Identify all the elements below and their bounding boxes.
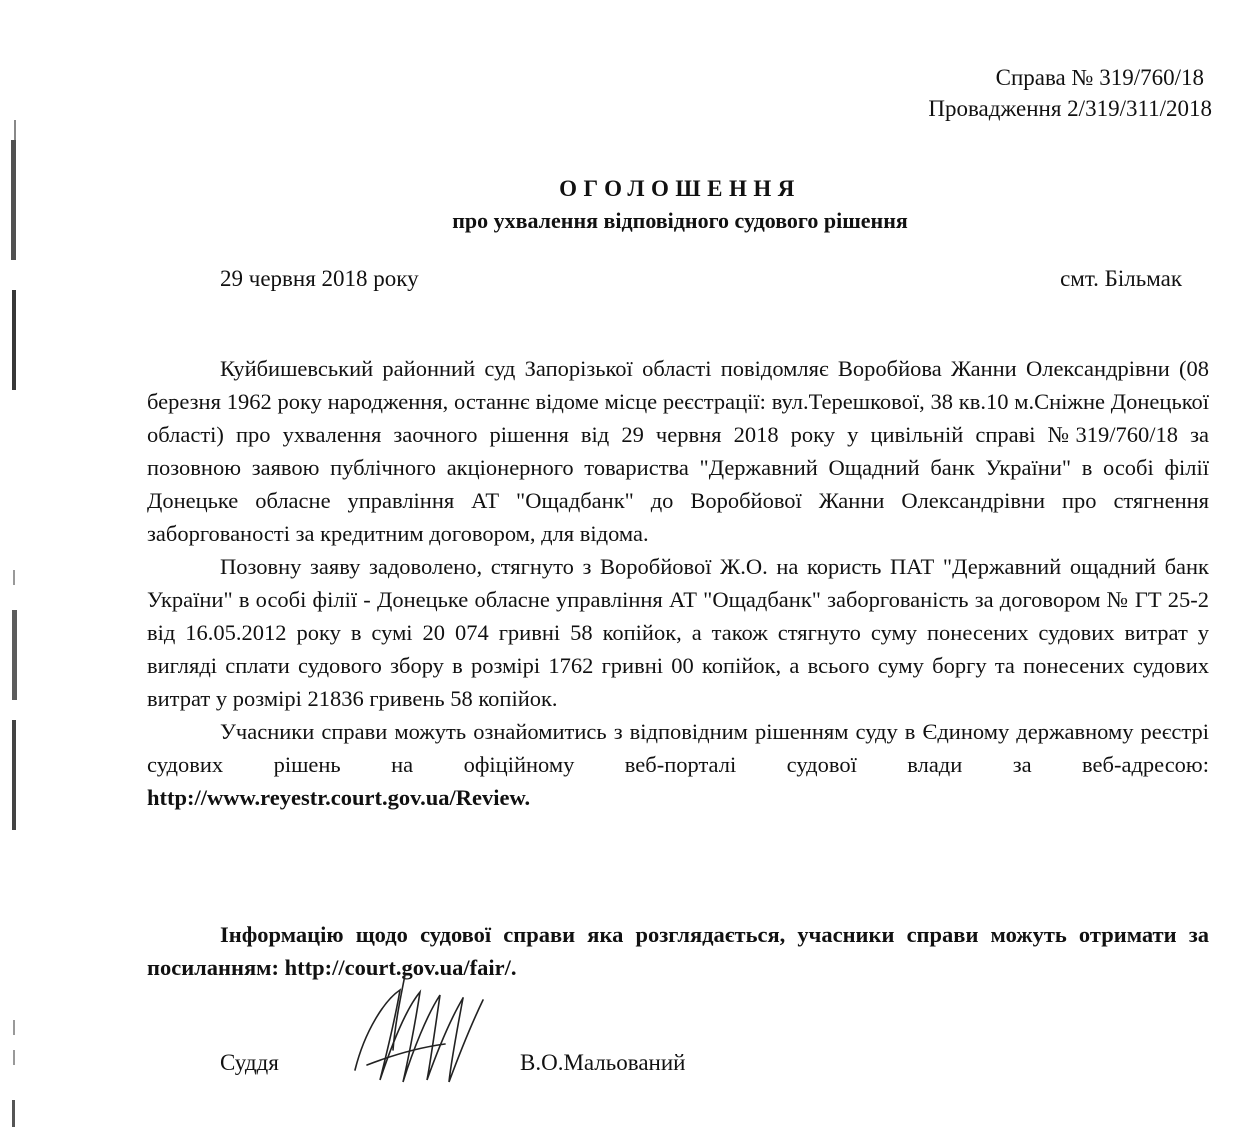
info-url-link[interactable]: http://court.gov.ua/fair/. [284,955,517,980]
document-subtitle: про ухвалення відповідного судового рішення [452,208,908,233]
paragraph-notice: Куйбишевський районний суд Запорізької області повідомляє Воробйова Жанни Олександрівни (08 березня 1962 року народження, останнє відоме місце реєстрації: вул.Терешкової, 38 кв.10 м.Сніжне Донецької області) про ухвалення заочного рішення від 29 червня 2018 року у цивільній справі №319/760/18 за позовною заявою публічного акціонерного товариства "Державний Ощадний банк України" в особі філії Донецьке обласне управління АТ "Ощадбанк" до Воробйової Жанни Олександрівни про стягнення заборгованості за кредитним договором, для відома. [147,356,1209,546]
document-date: 29 червня 2018 року [220,266,419,291]
paragraph-registry-text: Учасники справи можуть ознайомитись з відповідним рішенням суду в Єдиному державному реєстрі судових рішень на офіційному веб-порталі судової влади за веб-адресою: [147,719,1209,777]
document-title: ОГОЛОШЕННЯ [559,176,801,201]
case-reference [928,62,1212,124]
case-number: Справа № 319/760/18 [995,65,1204,90]
info-text: Інформацію щодо судової справи яка розглядається, учасники справи можуть отримати за посиланням: [147,922,1209,980]
paragraph-decision: Позовну заяву задоволено, стягнуто з Воробйової Ж.О. на користь ПАТ "Державний ощадний банк України" в особі філії - Донецьке обласне управління АТ "Ощадбанк" заборгованість за договором № ГТ 25-2 від 16.05.2012 року в сумі 20 074 гривні 58 копійок, а також стягнуто суму понесених судових витрат у вигляді сплати судового збору в розмірі 1762 гривні 00 копійок, а всього суму боргу та понесених судових витрат у розмірі 21836 гривень 58 копійок. [147,554,1209,711]
registry-url-link[interactable]: http://www.reyestr.court.gov.ua/Review. [147,785,531,810]
judge-label: Суддя [220,1050,279,1075]
judge-name: В.О.Мальований [520,1050,686,1075]
judge-signature [345,970,505,1110]
scan-edge-artifact [0,0,40,1127]
document-body [147,352,1209,814]
paragraph-registry [147,715,1209,814]
info-block [147,918,1209,984]
proceeding-number: Провадження 2/319/311/2018 [928,96,1212,121]
info-paragraph [147,918,1209,984]
document-place: смт. Більмак [1060,266,1182,291]
